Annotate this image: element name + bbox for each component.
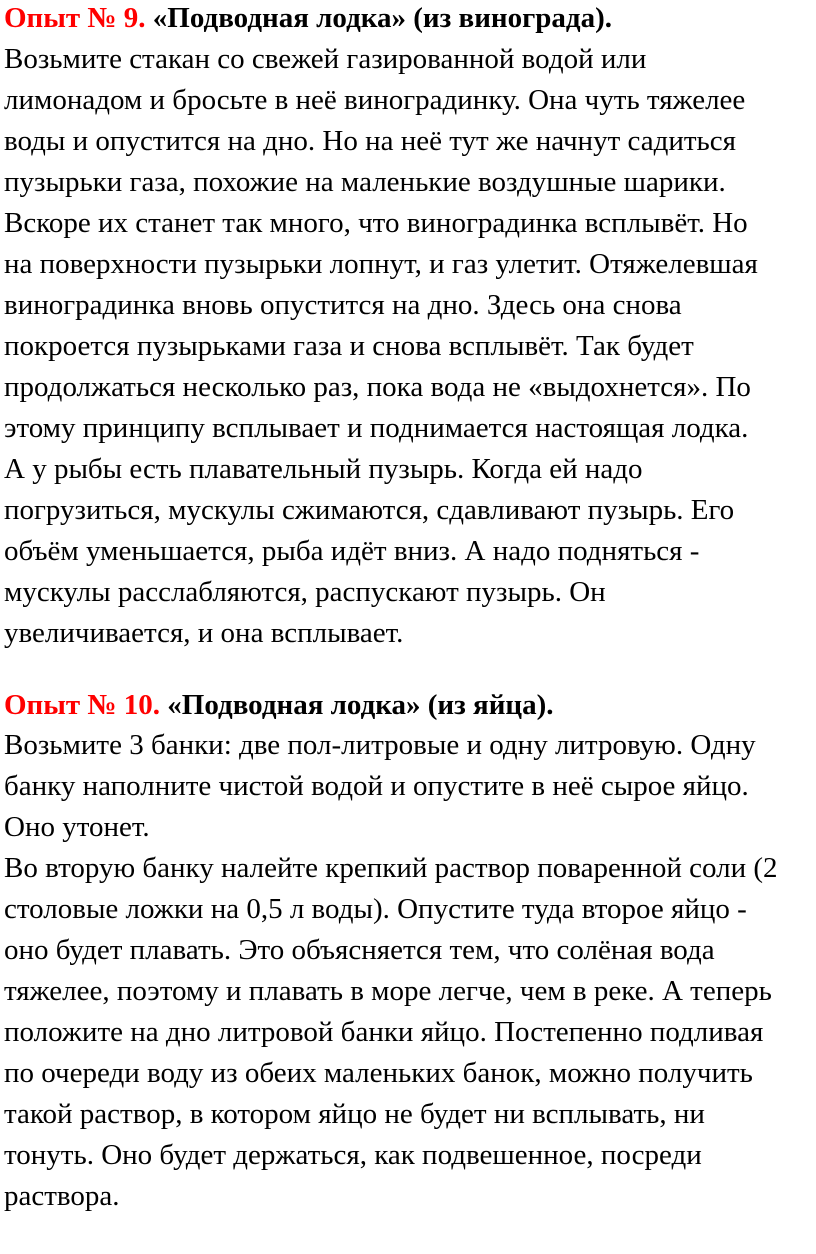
experiment-10-line-9: по очереди воду из обеих маленьких банок, можно получить <box>4 1057 753 1089</box>
experiment-10-line-12: раствора. <box>4 1180 120 1212</box>
experiment-9-label: Опыт № 9. <box>4 2 146 34</box>
experiment-9-line-10: этому принципу всплывает и поднимается настоящая лодка. <box>4 412 749 444</box>
experiment-10-line-2: банку наполните чистой водой и опустите в неё сырое яйцо. <box>4 770 749 802</box>
experiment-10-line-6: оно будет плавать. Это объясняется тем, что солёная вода <box>4 934 715 966</box>
experiment-9-line-1: Возьмите стакан со свежей газированной водой или <box>4 43 647 75</box>
experiment-10-line-10: такой раствор, в котором яйцо не будет ни всплывать, ни <box>4 1098 705 1130</box>
experiment-9-line-7: виноградинка вновь опустится на дно. Здесь она снова <box>4 289 682 321</box>
experiment-9-line-15: увеличивается, и она всплывает. <box>4 617 404 649</box>
experiment-9-line-5: Вскоре их станет так много, что виноградинка всплывёт. Но <box>4 207 748 239</box>
experiment-9-line-4: пузырьки газа, похожие на маленькие воздушные шарики. <box>4 166 726 198</box>
experiment-9-line-9: продолжаться несколько раз, пока вода не «выдохнется». По <box>4 371 751 403</box>
experiment-9-line-13: объём уменьшается, рыба идёт вниз. А надо подняться - <box>4 535 700 567</box>
experiment-10-label: Опыт № 10. <box>4 689 161 721</box>
experiment-9-title: «Подводная лодка» (из винограда). <box>152 2 612 34</box>
experiment-10-line-1: Возьмите 3 банки: две пол-литровые и одну литровую. Одну <box>4 729 756 761</box>
experiment-9-line-6: на поверхности пузырьки лопнут, и газ улетит. Отяжелевшая <box>4 248 758 280</box>
experiment-9-line-2: лимонадом и бросьте в неё виноградинку. Она чуть тяжелее <box>4 84 746 116</box>
experiment-10-line-7: тяжелее, поэтому и плавать в море легче, чем в реке. А теперь <box>4 975 772 1007</box>
experiment-10-heading <box>4 685 554 726</box>
experiment-9-line-14: мускулы расслабляются, распускают пузырь. Он <box>4 576 606 608</box>
experiment-9-line-8: покроется пузырьками газа и снова всплывёт. Так будет <box>4 330 694 362</box>
experiment-10-title: «Подводная лодка» (из яйца). <box>167 689 554 721</box>
experiment-10-line-4: Во вторую банку налейте крепкий раствор поваренной соли (2 <box>4 852 778 884</box>
experiment-9-heading <box>4 0 612 39</box>
experiment-9-line-3: воды и опустится на дно. Но на неё тут же начнут садиться <box>4 125 736 157</box>
experiment-10-line-5: столовые ложки на 0,5 л воды). Опустите туда второе яйцо - <box>4 893 747 925</box>
experiment-10-line-3: Оно утонет. <box>4 811 150 843</box>
experiment-9-line-11: А у рыбы есть плавательный пузырь. Когда ей надо <box>4 453 643 485</box>
experiment-9-line-12: погрузиться, мускулы сжимаются, сдавливают пузырь. Его <box>4 494 735 526</box>
experiment-10-line-11: тонуть. Оно будет держаться, как подвешенное, посреди <box>4 1139 702 1171</box>
experiment-10-line-8: положите на дно литровой банки яйцо. Постепенно подливая <box>4 1016 764 1048</box>
